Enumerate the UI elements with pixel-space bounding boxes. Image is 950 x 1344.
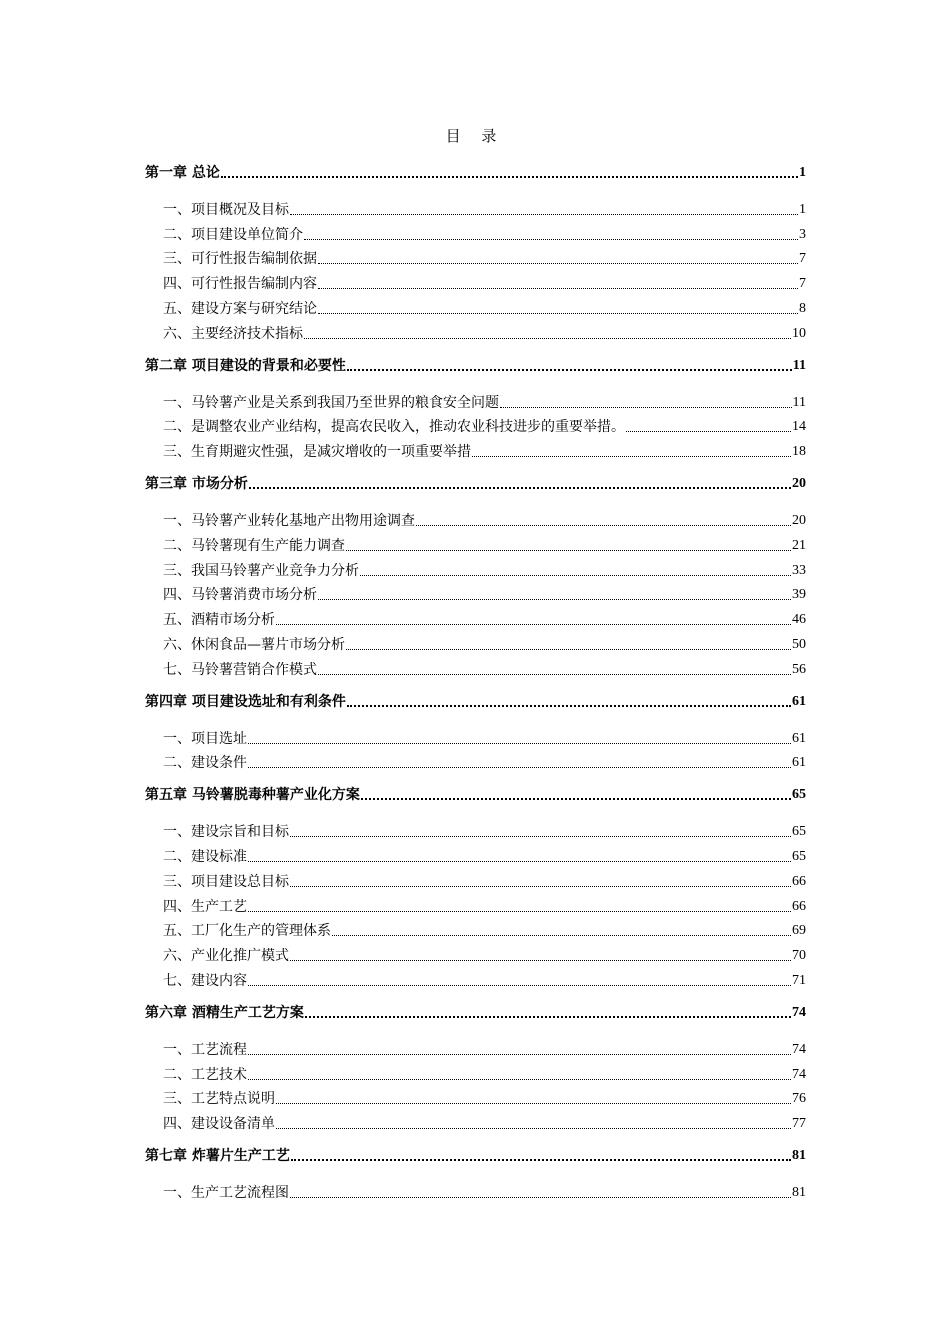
dot-leader: [347, 705, 791, 707]
dot-leader: [221, 176, 798, 178]
section-title: 一、建设宗旨和目标: [163, 824, 289, 841]
section-page-number: 18: [792, 444, 806, 460]
toc-chapter: [145, 689, 806, 773]
section-page-number: 61: [792, 730, 806, 746]
chapter-spacer: [145, 343, 806, 353]
section-page-number: 46: [792, 612, 806, 628]
chapter-title: 第四章 项目建设选址和有利条件: [145, 693, 346, 710]
section-page-number: 81: [792, 1184, 806, 1200]
section-title: 一、马铃薯产业转化基地产出物用途调查: [163, 512, 415, 529]
toc-section-entry[interactable]: [145, 530, 806, 555]
toc-section-entry[interactable]: [145, 604, 806, 629]
dot-leader: [472, 456, 791, 457]
toc-section-entry[interactable]: [145, 436, 806, 461]
dot-leader: [290, 836, 791, 837]
section-title: 二、建设条件: [163, 755, 247, 772]
section-title: 五、工厂化生产的管理体系: [163, 923, 331, 940]
toc-section-entry[interactable]: [145, 629, 806, 654]
toc-section-entry[interactable]: [145, 916, 806, 941]
section-page-number: 71: [792, 972, 806, 988]
dot-leader: [291, 1159, 791, 1161]
toc-title: 目 录: [445, 127, 505, 145]
section-page-number: 56: [792, 661, 806, 677]
section-title: 四、生产工艺: [163, 898, 247, 915]
section-page-number: 33: [792, 562, 806, 578]
dot-leader: [290, 886, 791, 887]
section-page-number: 39: [792, 587, 806, 603]
section-page-number: 61: [792, 755, 806, 771]
dot-leader: [360, 575, 791, 576]
toc-section-entry[interactable]: [145, 891, 806, 916]
section-title: 二、建设标准: [163, 848, 247, 865]
section-page-number: 74: [792, 1066, 806, 1082]
section-title: 六、产业化推广模式: [163, 948, 289, 965]
dot-leader: [361, 798, 791, 800]
dot-leader: [332, 935, 791, 936]
section-page-number: 7: [799, 276, 806, 292]
chapter-page-number: 20: [792, 476, 806, 492]
dot-leader: [248, 911, 791, 912]
dot-leader: [290, 214, 798, 215]
dot-leader: [347, 369, 792, 371]
dot-leader: [290, 1197, 791, 1198]
chapter-title: 第五章 马铃薯脱毒种薯产业化方案: [145, 787, 360, 804]
dot-leader: [276, 1103, 791, 1104]
dot-leader: [318, 674, 791, 675]
section-page-number: 70: [792, 948, 806, 964]
section-title: 一、马铃薯产业是关系到我国乃至世界的粮食安全问题: [163, 394, 499, 411]
chapter-spacer: [145, 679, 806, 689]
section-page-number: 69: [792, 923, 806, 939]
section-title: 五、建设方案与研究结论: [163, 300, 317, 317]
section-page-number: 10: [792, 325, 806, 341]
dot-leader: [318, 288, 798, 289]
toc-section-entry[interactable]: [145, 654, 806, 679]
dot-leader: [248, 1054, 791, 1055]
dot-leader: [346, 649, 791, 650]
toc-chapter-entry[interactable]: [145, 471, 806, 493]
dot-leader: [626, 431, 791, 432]
section-title: 四、可行性报告编制内容: [163, 276, 317, 293]
dot-leader: [500, 407, 792, 408]
chapter-page-number: 74: [792, 1004, 806, 1020]
section-title: 二、马铃薯现有生产能力调查: [163, 537, 345, 554]
toc-chapter: [145, 782, 806, 990]
dot-leader: [248, 767, 791, 768]
chapter-page-number: 61: [792, 693, 806, 709]
dot-leader: [249, 487, 791, 489]
dot-leader: [304, 239, 798, 240]
section-title: 五、酒精市场分析: [163, 612, 275, 629]
dot-leader: [290, 960, 791, 961]
toc-section-entry[interactable]: [145, 293, 806, 318]
section-title: 三、可行性报告编制依据: [163, 251, 317, 268]
chapter-page-number: 1: [799, 165, 806, 180]
section-title: 一、项目选址: [163, 730, 247, 747]
chapter-title: 第六章 酒精生产工艺方案: [145, 1004, 304, 1021]
toc-chapter-entry[interactable]: [145, 1000, 806, 1022]
toc-section-entry[interactable]: [145, 1034, 806, 1059]
toc-section-entry[interactable]: [145, 219, 806, 244]
toc-section-entry[interactable]: [145, 412, 806, 437]
section-title: 三、我国马铃薯产业竞争力分析: [163, 562, 359, 579]
toc-chapter: [145, 471, 806, 679]
dot-leader: [346, 550, 791, 551]
dot-leader: [276, 1128, 791, 1129]
toc-section-entry[interactable]: [145, 841, 806, 866]
section-title: 一、生产工艺流程图: [163, 1184, 289, 1201]
dot-leader: [318, 313, 798, 314]
section-title: 二、工艺技术: [163, 1066, 247, 1083]
dot-leader: [248, 1079, 791, 1080]
section-page-number: 20: [792, 512, 806, 528]
toc-chapter: [145, 160, 806, 343]
toc-section-entry[interactable]: [145, 816, 806, 841]
section-page-number: 74: [792, 1041, 806, 1057]
section-page-number: 65: [792, 824, 806, 840]
toc-section-entry[interactable]: [145, 1059, 806, 1084]
dot-leader: [305, 1016, 791, 1018]
dot-leader: [318, 599, 791, 600]
toc-section-entry[interactable]: [145, 555, 806, 580]
toc-chapter-entry[interactable]: [145, 782, 806, 804]
toc-chapter-entry[interactable]: [145, 353, 806, 375]
section-title: 六、休闲食品—薯片市场分析: [163, 636, 345, 653]
toc-section-entry[interactable]: [145, 866, 806, 891]
section-title: 二、是调整农业产业结构，提高农民收入，推动农业科技进步的重要举措。: [163, 419, 625, 436]
toc-section-entry[interactable]: [145, 505, 806, 530]
table-of-contents: [145, 160, 806, 1202]
section-page-number: 50: [792, 636, 806, 652]
toc-section-entry[interactable]: [145, 1084, 806, 1109]
toc-chapter-entry[interactable]: [145, 689, 806, 711]
toc-section-entry[interactable]: [145, 387, 806, 412]
toc-chapter: [145, 1143, 806, 1202]
section-title: 一、工艺流程: [163, 1041, 247, 1058]
section-title: 三、项目建设总目标: [163, 873, 289, 890]
chapter-spacer: [145, 1133, 806, 1143]
toc-section-entry[interactable]: [145, 723, 806, 748]
chapter-spacer: [145, 772, 806, 782]
chapter-title: 第七章 炸薯片生产工艺: [145, 1148, 290, 1165]
chapter-spacer: [145, 461, 806, 471]
section-page-number: 11: [792, 394, 806, 410]
dot-leader: [248, 861, 791, 862]
section-page-number: 14: [792, 419, 806, 435]
section-title: 四、马铃薯消费市场分析: [163, 587, 317, 604]
section-page-number: 7: [799, 251, 806, 267]
toc-section-entry[interactable]: [145, 940, 806, 965]
chapter-page-number: 65: [792, 787, 806, 803]
section-page-number: 1: [799, 201, 806, 217]
section-page-number: 76: [792, 1091, 806, 1107]
section-title: 六、主要经济技术指标: [163, 325, 303, 342]
toc-section-entry[interactable]: [145, 965, 806, 990]
toc-section-entry[interactable]: [145, 268, 806, 293]
toc-section-entry[interactable]: [145, 1108, 806, 1133]
dot-leader: [318, 263, 798, 264]
toc-chapter-entry[interactable]: [145, 1143, 806, 1165]
toc-section-entry[interactable]: [145, 1177, 806, 1202]
section-title: 七、建设内容: [163, 972, 247, 989]
toc-section-entry[interactable]: [145, 748, 806, 773]
section-page-number: 3: [799, 226, 806, 242]
section-title: 一、项目概况及目标: [163, 201, 289, 218]
dot-leader: [276, 624, 791, 625]
toc-section-entry[interactable]: [145, 244, 806, 269]
toc-section-entry[interactable]: [145, 194, 806, 219]
toc-chapter: [145, 1000, 806, 1133]
chapter-spacer: [145, 990, 806, 1000]
section-title: 四、建设设备清单: [163, 1116, 275, 1133]
toc-section-entry[interactable]: [145, 318, 806, 343]
section-title: 七、马铃薯营销合作模式: [163, 661, 317, 678]
section-title: 三、生育期避灾性强，是减灾增收的一项重要举措: [163, 444, 471, 461]
section-title: 三、工艺特点说明: [163, 1091, 275, 1108]
dot-leader: [248, 743, 791, 744]
section-page-number: 66: [792, 873, 806, 889]
section-title: 二、项目建设单位简介: [163, 226, 303, 243]
section-page-number: 21: [792, 537, 806, 553]
dot-leader: [248, 985, 791, 986]
dot-leader: [416, 525, 791, 526]
chapter-title: 第一章 总论: [145, 165, 220, 181]
chapter-title: 第三章 市场分析: [145, 476, 248, 493]
section-page-number: 66: [792, 898, 806, 914]
toc-chapter-entry[interactable]: [145, 160, 806, 182]
toc-section-entry[interactable]: [145, 580, 806, 605]
chapter-page-number: 11: [792, 357, 806, 373]
section-page-number: 65: [792, 848, 806, 864]
section-page-number: 77: [792, 1116, 806, 1132]
dot-leader: [304, 338, 791, 339]
toc-chapter: [145, 353, 806, 461]
section-page-number: 8: [799, 300, 806, 316]
chapter-page-number: 81: [792, 1148, 806, 1164]
chapter-title: 第二章 项目建设的背景和必要性: [145, 357, 346, 374]
